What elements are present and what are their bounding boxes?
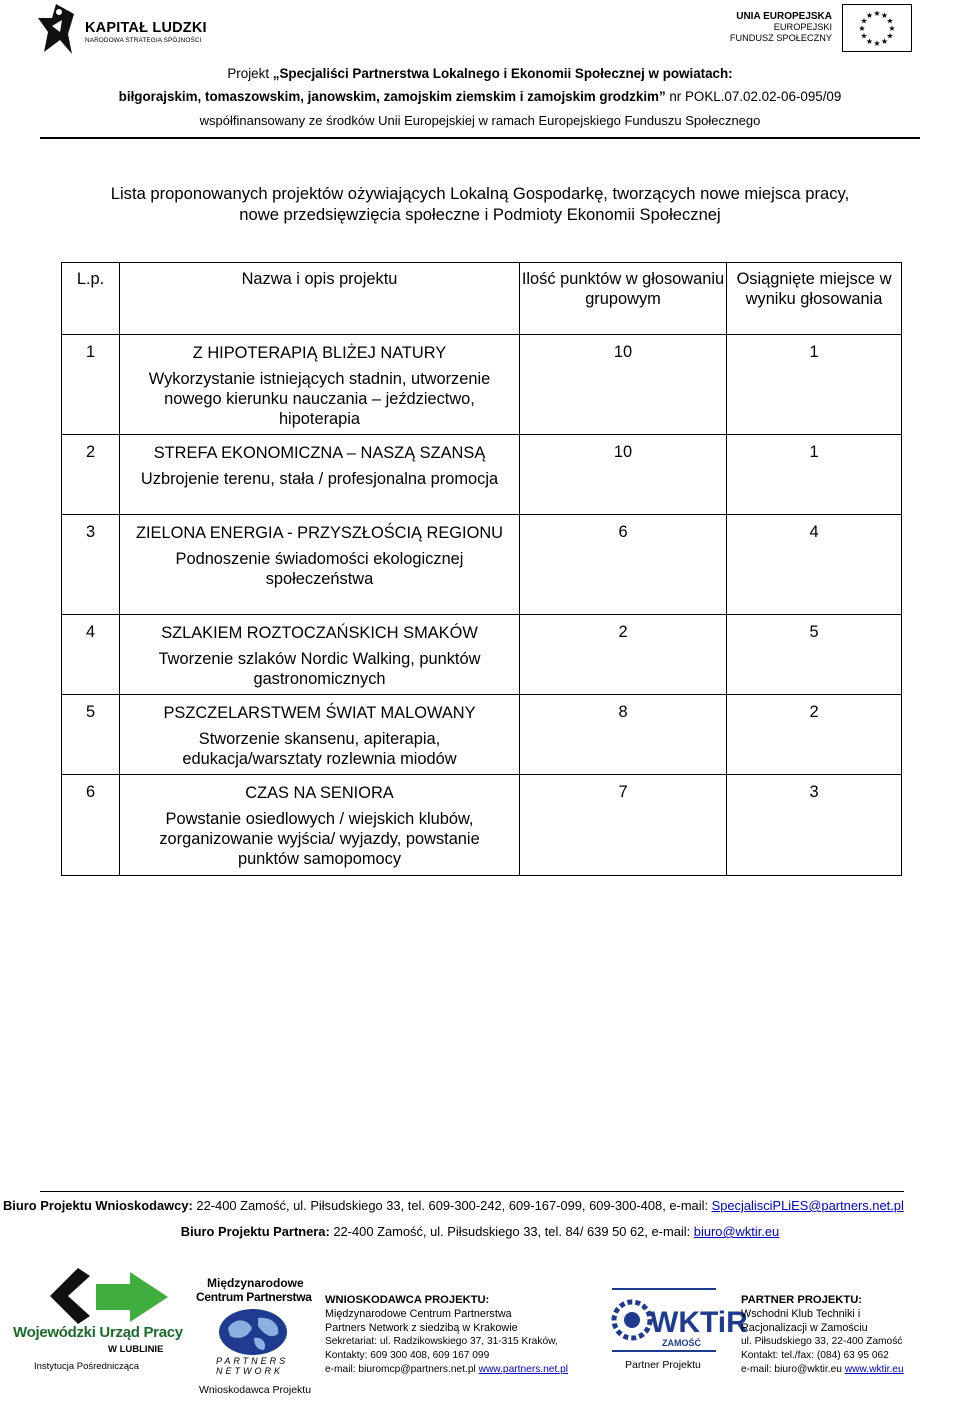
row-place: 2: [727, 695, 902, 775]
wup-arrow-icon: [50, 1266, 170, 1328]
partner-name-line2: Racjonalizacji w Zamościu: [741, 1322, 868, 1334]
wktir-logo: [610, 1286, 748, 1376]
partner-www-link[interactable]: www.wktir.eu: [844, 1364, 904, 1375]
row-lp: 5: [62, 695, 120, 775]
applicant-email-line: [325, 1363, 568, 1377]
applicant-name-line2: Partners Network z siedzibą w Krakowie: [325, 1322, 518, 1334]
eu-star: ★: [873, 39, 881, 48]
eu-star: ★: [886, 16, 894, 26]
row-project: [120, 515, 520, 615]
project-areas-line: [0, 89, 960, 104]
project-name: „Specjaliści Partnerstwa Lokalnego i Ekonomii Społecznej w powiatach:: [272, 66, 733, 81]
table-row: [62, 615, 902, 695]
applicant-address: Sekretariat: ul. Radzikowskiego 37, 31-315 Kraków,: [325, 1336, 558, 1347]
row-points: 6: [520, 515, 727, 615]
project-title: CZAS NA SENIORA: [245, 784, 394, 802]
partner-office-label: Biuro Projektu Partnera:: [180, 1224, 330, 1239]
eu-star: ★: [873, 9, 881, 18]
efs-line1: EUROPEJSKI: [773, 22, 832, 32]
eu-star: ★: [858, 24, 866, 33]
project-desc: Powstanie osiedlowych / wiejskich klubów, zorganizowanie wyjścia/ wyjazdy, powstanie punktów samopomocy: [159, 810, 480, 868]
mcp-partners-network: PARTNERS NETWORK: [216, 1356, 289, 1376]
row-place: 3: [727, 775, 902, 876]
eu-star: ★: [880, 37, 889, 46]
row-place: 4: [727, 515, 902, 615]
eu-star: ★: [888, 24, 896, 33]
header-place: Osiągnięte miejsce w wyniku głosowania: [727, 263, 902, 335]
row-points: 7: [520, 775, 727, 876]
header-lp: L.p.: [62, 263, 120, 335]
project-areas: biłgorajskim, tomaszowskim, janowskim, zamojskim ziemskim i zamojskim grodzkim”: [118, 89, 666, 104]
applicant-www-link[interactable]: www.partners.net.pl: [478, 1364, 569, 1375]
applicant-name-line1: Międzynarodowe Centrum Partnerstwa: [325, 1308, 512, 1320]
partner-phone: Kontakt: tel./fax: (084) 63 95 062: [741, 1350, 889, 1361]
header-name: Nazwa i opis projektu: [120, 263, 520, 335]
applicant-heading: WNIOSKODAWCA PROJEKTU:: [325, 1294, 490, 1306]
header-points: Ilość punktów w głosowaniu grupowym: [520, 263, 727, 335]
applicant-office-line: [3, 1198, 904, 1213]
partner-email: e-mail: biuro@wktir.eu: [741, 1364, 845, 1375]
eu-star: ★: [860, 31, 868, 41]
row-project: [120, 775, 520, 876]
mcp-role: Wnioskodawca Projektu: [199, 1384, 312, 1396]
row-points: 8: [520, 695, 727, 775]
kapital-ludzki-title: KAPITAŁ LUDZKI: [85, 20, 207, 36]
mcp-name-line1: Międzynarodowe: [207, 1276, 304, 1290]
row-project: [120, 695, 520, 775]
applicant-contact: [325, 1293, 568, 1377]
eu-star: ★: [865, 11, 874, 20]
wup-city: W LUBLINIE: [108, 1344, 164, 1355]
eu-flag-icon: [842, 4, 912, 52]
row-lp: 1: [62, 335, 120, 435]
eu-logo: [729, 4, 916, 52]
project-title: PSZCZELARSTWEM ŚWIAT MALOWANY: [163, 704, 476, 722]
footer-divider: [40, 1191, 904, 1192]
kapital-ludzki-logo-icon: [38, 4, 74, 54]
document-title-line1: Lista proponowanych projektów ożywiających Lokalną Gospodarkę, tworzących nowe miejsca pracy,: [110, 184, 850, 203]
wktir-role: Partner Projektu: [625, 1359, 701, 1371]
wup-role: Instytucja Pośrednicząca: [34, 1361, 140, 1372]
row-project: [120, 335, 520, 435]
project-desc: Podnoszenie świadomości ekologicznej społeczeństwa: [175, 550, 464, 588]
kapital-ludzki-logo: [38, 4, 218, 54]
partner-office-address: 22-400 Zamość, ul. Piłsudskiego 33, tel. 84/ 639 50 62, e-mail:: [329, 1224, 694, 1239]
eu-star: ★: [880, 11, 889, 20]
applicant-office-address: 22-400 Zamość, ul. Piłsudskiego 33, tel. 609-300-242, 609-167-099, 609-300-408, e-mail:: [192, 1198, 712, 1213]
project-desc: Tworzenie szlaków Nordic Walking, punktów gastronomicznych: [158, 650, 481, 688]
row-place: 5: [727, 615, 902, 695]
wktir-logo-icon: [610, 1286, 748, 1356]
project-prefix: Projekt: [227, 66, 273, 81]
row-points: 10: [520, 435, 727, 515]
cofinance-line: współfinansowany ze środków Unii Europejskiej w ramach Europejskiego Funduszu Społecznego: [199, 113, 761, 128]
eu-star: ★: [865, 37, 874, 46]
partner-address: ul. Piłsudskiego 33, 22-400 Zamość: [741, 1336, 903, 1347]
eu-star: ★: [860, 16, 868, 26]
table-header-row: [62, 263, 902, 335]
row-lp: 2: [62, 435, 120, 515]
mcp-name-line2: Centrum Partnerstwa: [196, 1290, 312, 1304]
kapital-ludzki-subtitle: NARODOWA STRATEGIA SPÓJNOŚCI: [85, 37, 202, 44]
wup-name: Wojewódzki Urząd Pracy: [13, 1324, 183, 1341]
table-row: [62, 515, 902, 615]
table-row: [62, 435, 902, 515]
row-project: [120, 435, 520, 515]
partner-email-line: [741, 1363, 904, 1377]
row-place: 1: [727, 335, 902, 435]
project-desc: Uzbrojenie terenu, stała / profesjonalna promocja: [140, 470, 499, 488]
project-desc: Wykorzystanie istniejących stadnin, utworzenie nowego kierunku nauczania – jeździectwo, hipoterapia: [148, 370, 491, 428]
row-project: [120, 615, 520, 695]
partner-name-line1: Wschodni Klub Techniki i: [741, 1308, 861, 1320]
wup-logo: [10, 1262, 183, 1382]
eu-name: UNIA EUROPEJSKA: [736, 11, 832, 22]
applicant-office-label: Biuro Projektu Wnioskodawcy:: [3, 1198, 193, 1213]
row-points: 2: [520, 615, 727, 695]
project-number: nr POKL.07.02.02-06-095/09: [665, 89, 842, 104]
row-lp: 3: [62, 515, 120, 615]
table-row: [62, 695, 902, 775]
header-divider: [40, 137, 920, 139]
project-name-line: [0, 66, 960, 81]
table-row: [62, 775, 902, 876]
svg-text:ZAMOŚĆ: ZAMOŚĆ: [662, 1338, 701, 1348]
applicant-office-email-link[interactable]: SpecjalisciPLiES@partners.net.pl: [711, 1198, 904, 1213]
document-title: [0, 183, 960, 225]
project-title: SZLAKIEM ROZTOCZAŃSKICH SMAKÓW: [161, 624, 478, 642]
partner-heading: PARTNER PROJEKTU:: [741, 1294, 862, 1306]
partner-office-email-link[interactable]: biuro@wktir.eu: [693, 1224, 780, 1239]
row-lp: 6: [62, 775, 120, 876]
row-place: 1: [727, 435, 902, 515]
row-lp: 4: [62, 615, 120, 695]
svg-text:WKTiR: WKTiR: [650, 1306, 748, 1339]
efs-line2: FUNDUSZ SPOŁECZNY: [729, 33, 832, 43]
project-title: ZIELONA ENERGIA - PRZYSZŁOŚCIĄ REGIONU: [135, 524, 504, 542]
eu-star: ★: [886, 31, 894, 41]
applicant-email: e-mail: biuromcp@partners.net.pl: [325, 1364, 479, 1375]
partner-contact: [741, 1293, 904, 1377]
project-title: STREFA EKONOMICZNA – NASZĄ SZANSĄ: [153, 444, 486, 462]
document-title-line2: nowe przedsięwzięcia społeczne i Podmioty Ekonomii Społecznej: [239, 205, 721, 224]
projects-table: [61, 262, 902, 876]
table-row: [62, 335, 902, 435]
applicant-phones: Kontakty: 609 300 408, 609 167 099: [325, 1350, 490, 1361]
project-desc: Stworzenie skansenu, apiterapia, edukacja/warsztaty rozlewnia miodów: [182, 730, 457, 768]
mcp-logo: [192, 1276, 318, 1402]
partner-office-line: [0, 1224, 960, 1239]
row-points: 10: [520, 335, 727, 435]
project-title: Z HIPOTERAPIĄ BLIŻEJ NATURY: [192, 344, 447, 362]
globe-icon: [218, 1308, 288, 1356]
